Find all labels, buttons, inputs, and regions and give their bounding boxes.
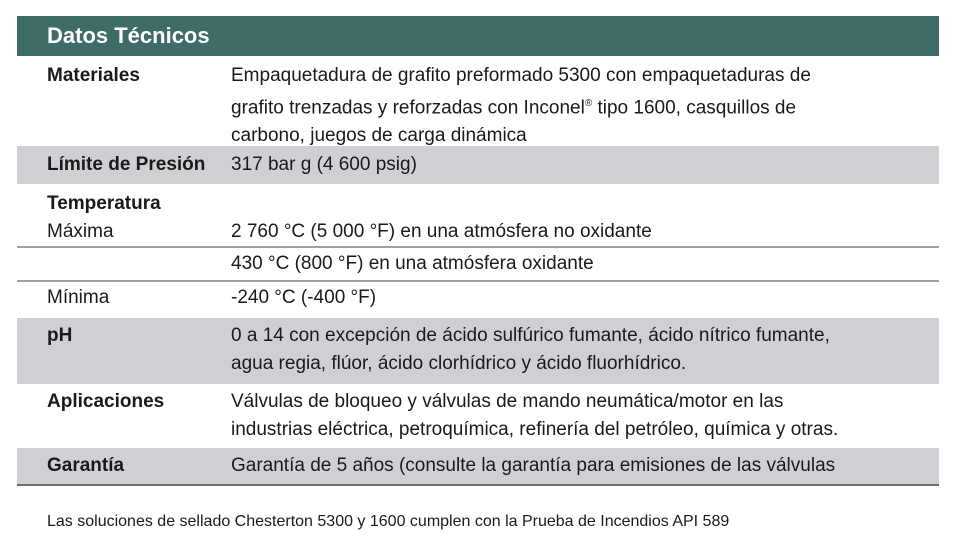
row-ph (17, 318, 939, 384)
materiales-line-2 (231, 90, 919, 122)
aplicaciones-label: Aplicaciones (47, 391, 165, 412)
temperatura-max-value: 2 760 °C (5 000 °F) en una atmósfera no oxidante (231, 221, 652, 242)
aplicaciones-line-2: industrias eléctrica, petroquímica, refinería del petróleo, química y otras. (231, 419, 839, 440)
registered-mark: ® (584, 98, 593, 109)
materiales-value (231, 62, 919, 150)
aplicaciones-line-1: Válvulas de bloqueo y válvulas de mando neumática/motor en las (231, 391, 784, 412)
technical-data-table (17, 16, 939, 486)
materiales-line-1: Empaquetadura de grafito preformado 5300 con empaquetaduras de (231, 65, 811, 86)
temperatura-max-label: Máxima (47, 221, 114, 242)
row-temperatura (17, 184, 939, 248)
ph-line-2: agua regia, flúor, ácido clorhídrico y ácido fluorhídrico. (231, 353, 687, 374)
materiales-line-2a: grafito trenzadas y reforzadas con Inconel (231, 97, 585, 119)
section-title: Datos Técnicos (47, 23, 210, 48)
temperatura-min-label: Mínima (47, 287, 110, 308)
garantia-value: Garantía de 5 años (consulte la garantía para emisiones de las válvulas (231, 455, 836, 476)
ph-value (231, 322, 919, 378)
row-presion (17, 146, 939, 184)
materiales-label: Materiales (47, 65, 140, 86)
presion-value: 317 bar g (4 600 psig) (231, 154, 417, 175)
temperatura-min-value: -240 °C (-400 °F) (231, 287, 377, 308)
row-aplicaciones (17, 384, 939, 448)
footnote: Las soluciones de sellado Chesterton 5300 y 1600 cumplen con la Prueba de Incendios API 589 (47, 513, 730, 530)
temperatura-label: Temperatura (47, 193, 161, 214)
temperatura-max-value-2: 430 °C (800 °F) en una atmósfera oxidante (231, 253, 594, 274)
row-materiales (17, 56, 939, 146)
section-header (17, 16, 939, 56)
materiales-line-3: carbono, juegos de carga dinámica (231, 125, 527, 147)
garantia-label: Garantía (47, 455, 125, 476)
row-garantia (17, 448, 939, 486)
presion-label: Límite de Presión (47, 154, 206, 175)
ph-line-1: 0 a 14 con excepción de ácido sulfúrico fumante, ácido nítrico fumante, (231, 325, 830, 346)
materiales-line-2b: tipo 1600, casquillos de (592, 97, 797, 119)
ph-label: pH (47, 325, 73, 346)
aplicaciones-value (231, 388, 919, 444)
row-temperatura-max-2 (17, 248, 939, 282)
row-temperatura-min (17, 282, 939, 318)
